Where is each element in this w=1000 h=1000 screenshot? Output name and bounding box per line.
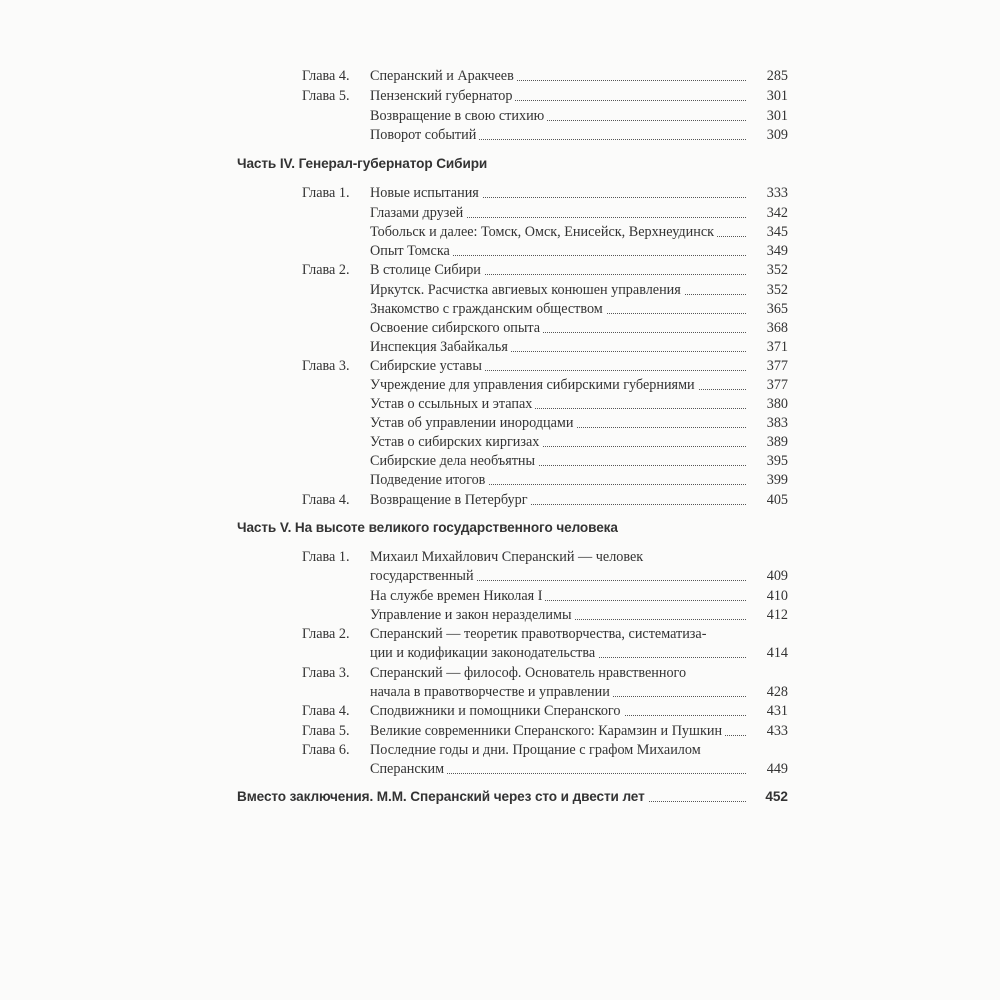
part-title: Часть IV. Генерал-губернатор Сибири [237,156,490,171]
entry-title: Сперанский — теоретик правотворчества, систематиза- [370,626,709,642]
chapter-number: Глава 5. [302,88,350,104]
page-number: 301 [746,86,788,106]
page-number: 383 [746,413,788,433]
part-title: Часть V. На высоте великого государственного человека [237,520,621,535]
chapter-number: Глава 4. [302,492,350,508]
chapter-number: Глава 5. [302,723,350,739]
toc-entry [0,337,1000,357]
toc-entry [0,318,1000,338]
chapter-number: Глава 2. [302,626,350,642]
entry-title: Пензенский губернатор [370,88,515,104]
toc-entry [0,356,1000,376]
entry-title: Устав об управлении инородцами [370,415,576,431]
toc-entry [0,624,1000,644]
toc-entry [0,299,1000,319]
page-number: 377 [746,356,788,376]
toc-part-heading [0,787,1000,807]
entry-title: Учреждение для управления сибирскими губерниями [370,377,698,393]
page-number: 342 [746,203,788,223]
toc-entry [0,394,1000,414]
entry-title: Подведение итогов [370,472,488,488]
toc-entry [0,490,1000,510]
entry-title: Знакомство с гражданским обществом [370,301,606,317]
page-number: 380 [746,394,788,414]
page-number: 409 [746,566,788,586]
entry-title: Освоение сибирского опыта [370,320,543,336]
entry-title: В столице Сибири [370,262,484,278]
entry-title: На службе времен Николая I [370,588,545,604]
toc-entry [0,183,1000,203]
entry-title: Тобольск и далее: Томск, Омск, Енисейск, Верхнеудинск [370,224,717,240]
page-number: 449 [746,759,788,779]
toc-entry [0,586,1000,606]
entry-title: Иркутск. Расчистка авгиевых конюшен управления [370,282,684,298]
toc-entry [0,66,1000,86]
toc-entry [0,222,1000,242]
page-number: 399 [746,470,788,490]
entry-title: Возвращение в свою стихию [370,108,547,124]
page-number: 452 [746,787,788,807]
page-number: 365 [746,299,788,319]
entry-title: Устав о сибирских киргизах [370,434,542,450]
chapter-number: Глава 4. [302,68,350,84]
toc-entry [0,432,1000,452]
page-number: 389 [746,432,788,452]
page-number: 301 [746,106,788,126]
entry-title: Великие современники Сперанского: Карамзин и Пушкин [370,723,725,739]
entry-title: государственный [370,568,477,584]
entry-title: Сибирские дела необъятны [370,453,538,469]
page-number: 309 [746,125,788,145]
page-number: 414 [746,643,788,663]
toc-entry [0,547,1000,567]
chapter-number: Глава 3. [302,358,350,374]
toc-entry [0,106,1000,126]
toc-entry [0,740,1000,760]
toc-entry [0,566,1000,586]
entry-title: Михаил Михайлович Сперанский — человек [370,549,646,565]
entry-title: Возвращение в Петербург [370,492,531,508]
entry-title: Сподвижники и помощники Сперанского [370,703,624,719]
toc-entry [0,280,1000,300]
toc-entry [0,260,1000,280]
entry-title: Поворот событий [370,127,479,143]
page-number: 349 [746,241,788,261]
entry-title: Инспекция Забайкалья [370,339,511,355]
entry-title: Последние годы и дни. Прощание с графом Михаилом [370,742,704,758]
page-number: 395 [746,451,788,471]
toc-entry [0,701,1000,721]
toc-entry [0,605,1000,625]
toc-entry [0,86,1000,106]
entry-title: Сибирские уставы [370,358,485,374]
page-number: 412 [746,605,788,625]
toc-entry [0,451,1000,471]
toc-entry [0,203,1000,223]
entry-title: Глазами друзей [370,205,466,221]
entry-title: Новые испытания [370,185,482,201]
chapter-number: Глава 6. [302,742,350,758]
toc-entry [0,682,1000,702]
toc-entry [0,643,1000,663]
toc-entry [0,125,1000,145]
toc-entry [0,759,1000,779]
page-number: 352 [746,260,788,280]
page-number: 345 [746,222,788,242]
page-number: 352 [746,280,788,300]
toc-entry [0,663,1000,683]
toc-entry [0,470,1000,490]
entry-title: Опыт Томска [370,243,453,259]
chapter-number: Глава 4. [302,703,350,719]
toc-entry [0,375,1000,395]
page-number: 405 [746,490,788,510]
entry-title: Сперанским [370,761,447,777]
page-number: 368 [746,318,788,338]
chapter-number: Глава 1. [302,549,350,565]
page-number: 285 [746,66,788,86]
toc-entry [0,241,1000,261]
page-number: 433 [746,721,788,741]
page-number: 431 [746,701,788,721]
page-number: 371 [746,337,788,357]
entry-title: Сперанский и Аракчеев [370,68,517,84]
entry-title: ции и кодификации законодательства [370,645,598,661]
toc-entry [0,413,1000,433]
entry-title: Управление и закон неразделимы [370,607,574,623]
entry-title: начала в правотворчестве и управлении [370,684,613,700]
chapter-number: Глава 1. [302,185,350,201]
entry-title: Сперанский — философ. Основатель нравственного [370,665,689,681]
chapter-number: Глава 3. [302,665,350,681]
toc-entry [0,721,1000,741]
chapter-number: Глава 2. [302,262,350,278]
page-number: 428 [746,682,788,702]
part-title: Вместо заключения. М.М. Сперанский через сто и двести лет [237,789,648,804]
page-number: 410 [746,586,788,606]
page-number: 333 [746,183,788,203]
toc-part-heading [0,518,1000,538]
entry-title: Устав о ссыльных и этапах [370,396,535,412]
toc-part-heading [0,154,1000,174]
page-number: 377 [746,375,788,395]
